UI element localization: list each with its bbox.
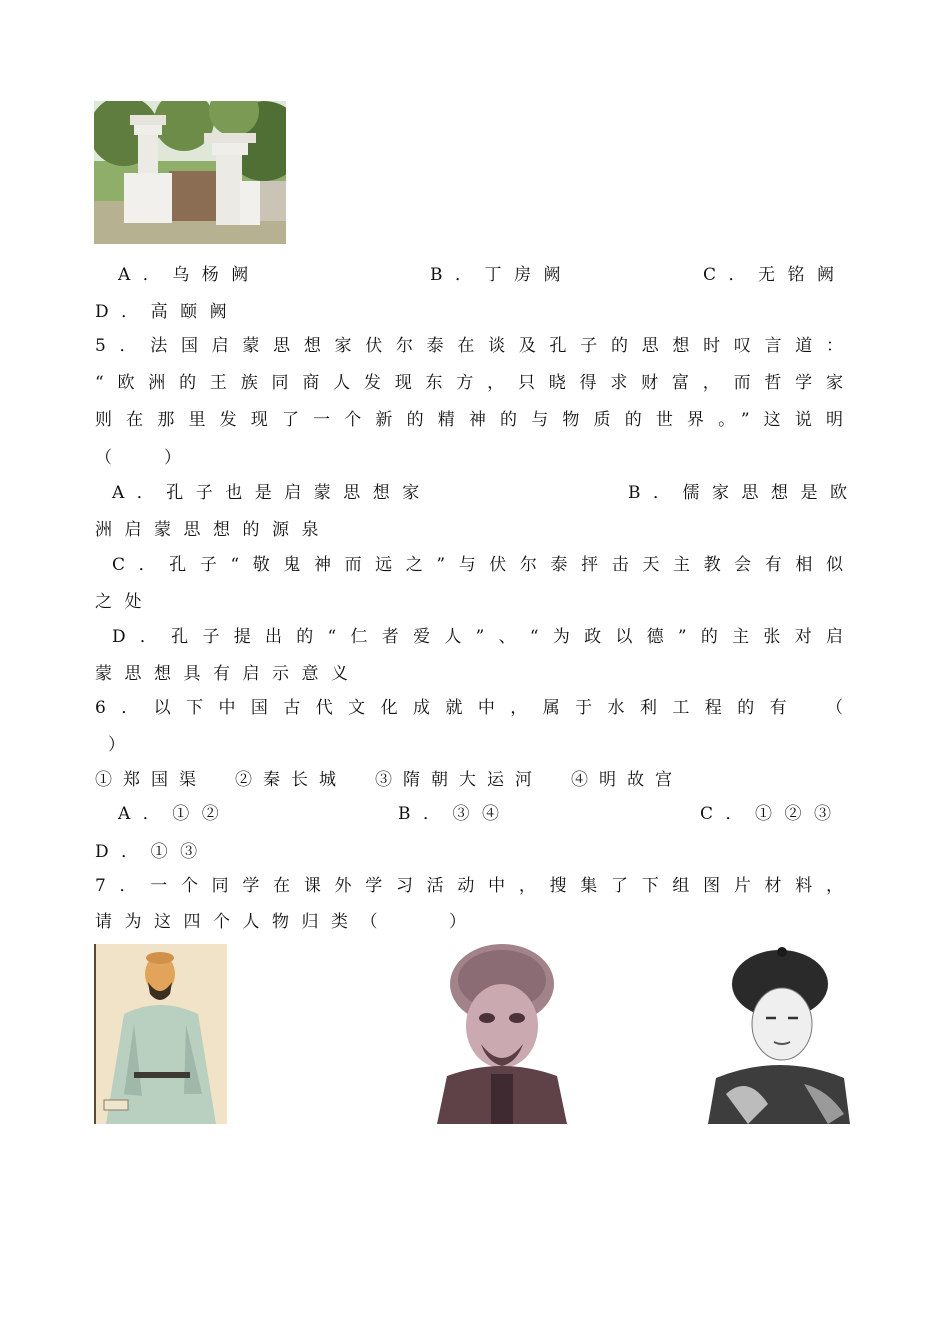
q6-option-a: A．①②	[118, 804, 232, 824]
portrait-photo-round-hat	[708, 944, 850, 1124]
q5-option-d-part1: D．孔子提出的“仁者爱人”、“为政以德”的主张对启	[112, 627, 843, 647]
q5-stem-line-2: “欧洲的王族同商人发现东方，只晓得求财富，而哲学家	[95, 373, 843, 393]
q4-option-a: A．乌杨阙	[118, 265, 261, 285]
q5-option-c-part2: 之处	[95, 592, 154, 612]
q5-option-d-part2: 蒙思想具有启示意义	[95, 664, 361, 684]
q4-option-d: D．高颐阙	[95, 302, 240, 322]
q5-stem-line-3: 则在那里发现了一个新的精神的与物质的世界。”这说明	[95, 410, 843, 430]
portrait-painting	[94, 944, 227, 1124]
q6-option-b: B．③④	[398, 804, 512, 824]
q5-answer-blank: （ ）	[95, 448, 187, 468]
q6-items: ①郑国渠 ②秦长城 ③隋朝大运河 ④明故宫	[95, 770, 683, 790]
que-tower-photo	[94, 101, 286, 244]
q6-stem-line-2: ）	[108, 735, 138, 755]
q4-option-c: C．无铭阙	[703, 265, 847, 285]
q6-option-c: C．①②③	[700, 804, 844, 824]
q5-option-c-part1: C．孔子“敬鬼神而远之”与伏尔泰抨击天主教会有相似	[112, 555, 843, 575]
portrait-photo-fur-hat	[437, 944, 567, 1124]
q5-option-b-part1: B．儒家思想是欧	[628, 483, 860, 503]
q7-stem-line-1: 7．一个同学在课外学习活动中，搜集了下组图片材料，	[95, 876, 843, 896]
q6-option-d: D．①③	[95, 842, 210, 862]
q4-option-b: B．丁房阙	[430, 265, 573, 285]
q5-stem-line-1: 5．法国启蒙思想家伏尔泰在谈及孔子的思想时叹言道：	[95, 336, 843, 356]
q6-stem-line-1: 6．以下中国古代文化成就中，属于水利工程的有 （	[95, 698, 843, 718]
q5-option-a: A．孔子也是启蒙思想家	[112, 483, 432, 503]
q7-stem-line-2: 请为这四个人物归类（ ）	[95, 912, 479, 932]
q5-option-b-part2: 洲启蒙思想的源泉	[95, 520, 331, 540]
